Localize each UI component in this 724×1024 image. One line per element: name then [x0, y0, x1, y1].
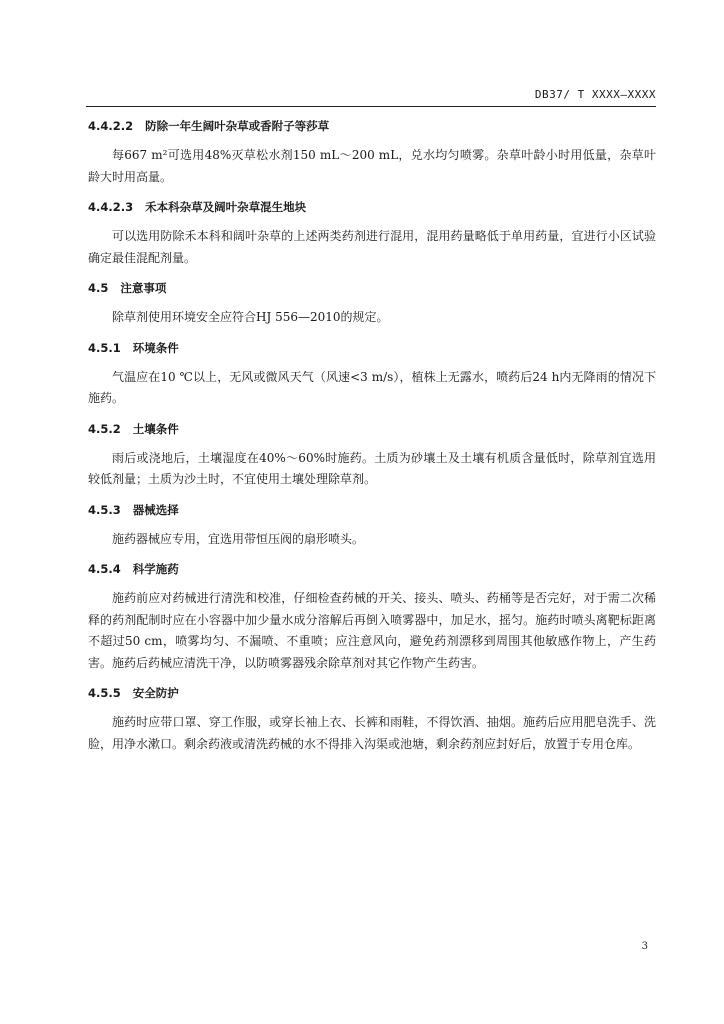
- section-number: 4.5.3: [88, 502, 121, 517]
- section-title: 防除一年生阔叶杂草或香附子等莎草: [145, 119, 330, 133]
- document-code: DB37/ T XXXX—XXXX: [534, 88, 656, 101]
- section-number: 4.5.5: [88, 686, 121, 700]
- document-body: [88, 116, 656, 764]
- section-paragraph: 施药前应对药械进行清洗和校准，仔细检查药械的开关、接头、喷头、药桶等是否完好，对于需二次稀释的药剂配制时应在小容器中加少量水成分溶解后再倒入喷雾器中，加足水，摇匀。施药时喷头离靶标距离不超过50 cm，喷雾均匀、不漏喷、不重喷；应注意风向，避免药剂漂移到周围其他敏感作物上，产生药害。施药后药械应清洗干净，以防喷雾器残余除草剂对其它作物产生药害。: [88, 591, 656, 670]
- section-heading-4-5-5: [88, 683, 656, 703]
- header-rule: [86, 106, 656, 107]
- section-title: 禾本科杂草及阔叶杂草混生地块: [145, 200, 307, 214]
- section-heading-4-5-3: [88, 500, 656, 520]
- section-paragraph: 雨后或浇地后，土壤湿度在40%～60%时施药。土质为砂壤土及土壤有机质含量低时，除草剂宜选用较低剂量；土质为沙土时，不宜使用土壤处理除草剂。: [88, 450, 656, 486]
- section-title: 环境条件: [132, 340, 179, 355]
- section-heading-4-5-2: [88, 419, 656, 439]
- section-title: 土壤条件: [132, 421, 179, 436]
- section-paragraph: 每667 m²可选用48%灭草松水剂150 mL～200 mL，兑水均匀喷雾。杂草叶龄小时用低量，杂草叶龄大时用高量。: [88, 148, 656, 184]
- section-heading-4-5-4: [88, 559, 656, 579]
- section-paragraph: 气温应在10 ℃以上，无风或微风天气（风速<3 m/s），植株上无露水，喷药后24 h内无降雨的情况下施药。: [88, 369, 656, 405]
- section-heading-4-5-1: [88, 338, 656, 358]
- section-title: 科学施药: [132, 562, 179, 576]
- section-paragraph: 施药时应带口罩、穿工作服，或穿长袖上衣、长裤和雨鞋，不得饮酒、抽烟。施药后应用肥皂洗手、洗脸，用净水漱口。剩余药液或清洗药械的水不得排入沟渠或池塘，剩余药剂应封好后，放置于专用仓库。: [88, 715, 656, 751]
- section-number: 4.4.2.3: [88, 200, 134, 214]
- section-number: 4.5: [88, 281, 109, 295]
- section-title: 安全防护: [132, 686, 179, 700]
- section-number: 4.4.2.2: [88, 119, 134, 133]
- section-number: 4.5.2: [88, 421, 121, 436]
- section-paragraph: 可以选用防除禾本科和阔叶杂草的上述两类药剂进行混用，混用药量略低于单用药量，宜进行小区试验确定最佳混配剂量。: [88, 229, 656, 265]
- section-title: 注意事项: [120, 281, 167, 295]
- page-number: 3: [641, 941, 648, 952]
- section-number: 4.5.4: [88, 562, 121, 576]
- section-heading-4-5: [88, 278, 656, 298]
- section-paragraph: 施药器械应专用，宜选用带恒压阀的扇形喷头。: [112, 531, 365, 546]
- section-heading-4-4-2-3: [88, 197, 656, 217]
- section-number: 4.5.1: [88, 340, 121, 355]
- section-paragraph: 除草剂使用环境安全应符合HJ 556—2010的规定。: [112, 310, 389, 324]
- section-heading-4-4-2-2: [88, 116, 656, 136]
- section-title: 器械选择: [132, 502, 179, 517]
